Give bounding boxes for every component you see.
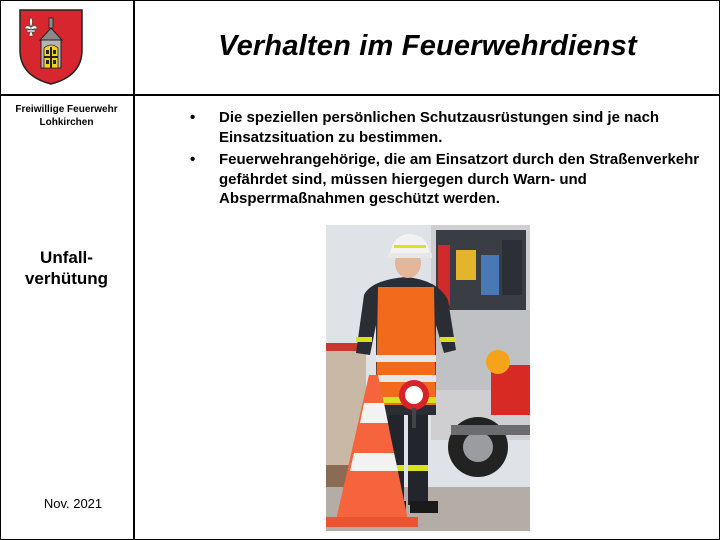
topic-line-1: Unfall-: [40, 248, 93, 267]
coat-of-arms-logo: [16, 6, 86, 86]
bullet-list: [190, 108, 700, 212]
header-divider: [0, 94, 720, 96]
bullet-dot: •: [190, 151, 196, 168]
firefighter-photo: [326, 225, 530, 531]
sidebar-divider: [133, 0, 135, 540]
bullet-item: [190, 108, 700, 147]
bullet-dot: •: [190, 109, 196, 126]
topic-label: [0, 247, 133, 289]
bullet-item: [190, 150, 700, 209]
organization-name: [0, 103, 133, 129]
bullet-text: Feuerwehrangehörige, die am Einsatzort durch den Straßenverkehr gefährdet sind, müssen hiergegen durch Warn- und Absperrmaßnahmen geschützt werden.: [219, 151, 700, 207]
bullet-text: Die speziellen persönlichen Schutzausrüstungen sind je nach Einsatzsituation zu bestimmen.: [219, 109, 660, 146]
topic-line-2: verhütung: [24, 269, 109, 288]
organization-line-1: Freiwillige Feuerwehr: [15, 104, 118, 115]
slide-date: Nov. 2021: [43, 496, 103, 511]
organization-line-2: Lohkirchen: [39, 117, 94, 128]
slide-title: Verhalten im Feuerwehrdienst: [218, 30, 637, 62]
